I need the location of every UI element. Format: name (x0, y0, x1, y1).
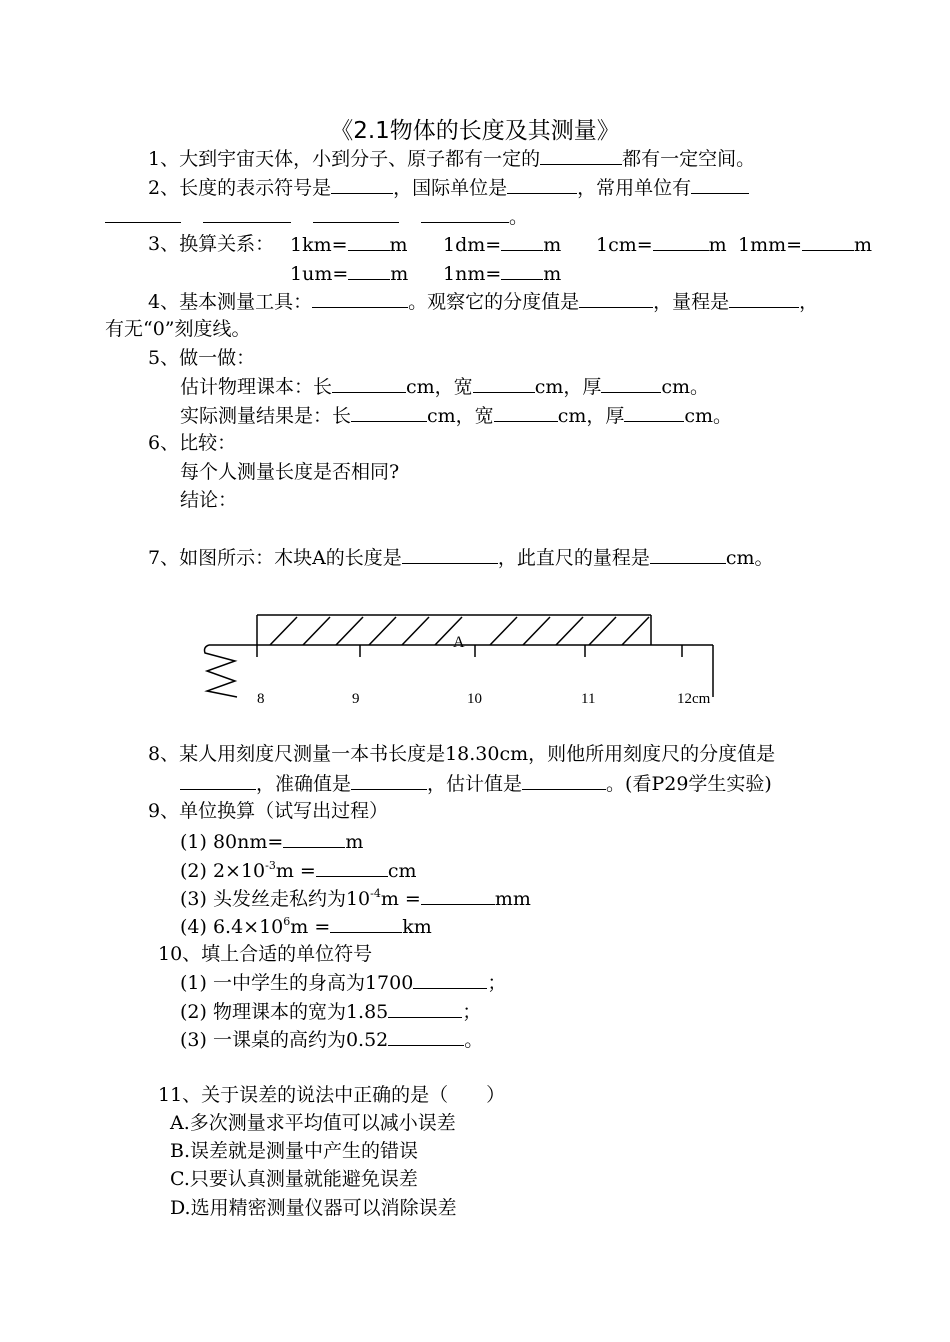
question-3-label: 3、换算关系： (148, 233, 275, 255)
block-label: A (453, 634, 465, 651)
question-5-actual: 实际测量结果是：长 cm，宽 cm，厚 cm。 (180, 405, 733, 427)
answer-blank[interactable] (105, 204, 181, 223)
question-6-ask: 每个人测量长度是否相同? (180, 461, 400, 483)
answer-blank[interactable] (579, 289, 653, 308)
answer-blank[interactable] (473, 374, 535, 393)
question-9-item-2: (2) $2\times 10^{-3}m$ = cm (180, 859, 417, 882)
tick-label-10: 10 (467, 691, 482, 705)
answer-blank[interactable] (180, 771, 256, 790)
answer-blank[interactable] (348, 232, 390, 251)
answer-blank[interactable] (650, 545, 726, 564)
answer-blank[interactable] (332, 374, 406, 393)
question-9-label: 9、单位换算（试写出过程） (148, 800, 389, 822)
answer-blank[interactable] (413, 970, 487, 989)
conv-mm: 1mm= m (738, 234, 873, 256)
answer-blank[interactable] (348, 261, 390, 280)
answer-blank[interactable] (501, 261, 543, 280)
question-10-label: 10、填上合适的单位符号 (158, 943, 373, 965)
tick-label-8: 8 (257, 691, 265, 705)
conv-dm: 1dm= m (443, 234, 562, 256)
question-5-label: 5、做一做： (148, 347, 256, 369)
question-6-conclusion: 结论： (180, 489, 238, 511)
question-10-item-2: (2) 物理课本的宽为1.85 ； (180, 1001, 482, 1023)
question-8-continued: ，准确值是 ，估计值是 。(看P29学生实验) (180, 771, 772, 796)
answer-blank[interactable] (402, 545, 498, 564)
answer-blank[interactable] (351, 403, 427, 422)
question-9-item-3: (3) 头发丝走私约为$10^{-4}m$ = mm (180, 887, 531, 910)
answer-blank[interactable] (331, 175, 393, 194)
tick-label-11: 11 (581, 691, 596, 705)
answer-blank[interactable] (421, 204, 509, 223)
question-9-item-1: (1) 80nm= m (180, 831, 364, 853)
answer-blank[interactable] (729, 289, 799, 308)
answer-blank[interactable] (351, 771, 427, 790)
page-title: 《2.1物体的长度及其测量》 (330, 118, 620, 144)
question-5-estimate: 估计物理课本：长 cm，宽 cm，厚 cm。 (180, 376, 710, 398)
answer-blank[interactable] (203, 204, 291, 223)
option-c[interactable]: C.只要认真测量就能避免误差 (170, 1168, 418, 1190)
answer-blank[interactable] (522, 771, 606, 790)
option-b[interactable]: B.误差就是测量中产生的错误 (170, 1140, 419, 1162)
answer-blank[interactable] (421, 886, 495, 905)
answer-blank[interactable] (624, 403, 684, 422)
answer-blank[interactable] (316, 858, 388, 877)
conv-um: 1um= m (290, 263, 409, 285)
answer-blank[interactable] (494, 403, 558, 422)
answer-blank[interactable] (601, 374, 661, 393)
answer-blank[interactable] (507, 175, 577, 194)
answer-blank[interactable] (388, 999, 462, 1018)
question-10-item-1: (1) 一中学生的身高为1700 ； (180, 972, 507, 994)
question-2: 2、长度的表示符号是 ，国际单位是 ，常用单位有 (148, 175, 749, 200)
question-8: 8、某人用刻度尺测量一本书长度是18.30cm，则他所用刻度尺的分度值是 (148, 743, 776, 765)
question-9-item-4: (4) $6.4\times 10^6m$ = km (180, 915, 432, 938)
conv-km: 1km= m (290, 234, 408, 256)
question-10-item-3: (3) 一课桌的高约为0.52 。 (180, 1029, 484, 1051)
question-2-continued: 。 (105, 204, 528, 229)
question-7: 7、如图所示：木块A的长度是 ，此直尺的量程是 cm。 (148, 547, 774, 569)
conv-nm: 1nm= m (443, 263, 562, 285)
answer-blank[interactable] (312, 289, 408, 308)
question-4: 4、基本测量工具： 。观察它的分度值是 ，量程是 ， (148, 291, 819, 313)
option-a[interactable]: A.多次测量求平均值可以减小误差 (170, 1112, 456, 1134)
ruler-figure (195, 605, 725, 705)
question-6-label: 6、比较： (148, 432, 237, 454)
question-11-label: 11、关于误差的说法中正确的是（ ） (158, 1084, 506, 1106)
answer-blank[interactable] (330, 914, 402, 933)
answer-blank[interactable] (388, 1027, 464, 1046)
option-d[interactable]: D.选用精密测量仪器可以消除误差 (170, 1197, 457, 1219)
answer-blank[interactable] (283, 829, 345, 848)
answer-blank[interactable] (540, 146, 622, 165)
answer-blank[interactable] (501, 232, 543, 251)
question-1: 1、大到宇宙天体，小到分子、原子都有一定的 都有一定空间。 (148, 148, 756, 170)
answer-blank[interactable] (313, 204, 399, 223)
tick-label-9: 9 (352, 691, 360, 705)
answer-blank[interactable] (802, 232, 854, 251)
question-4-continued: 有无“0”刻度线。 (105, 318, 251, 340)
tick-label-12cm: 12cm (677, 691, 711, 705)
answer-blank[interactable] (653, 232, 709, 251)
conv-cm: 1cm= m (596, 234, 727, 256)
answer-blank[interactable] (691, 175, 749, 194)
ruler-broken-end (205, 645, 238, 697)
